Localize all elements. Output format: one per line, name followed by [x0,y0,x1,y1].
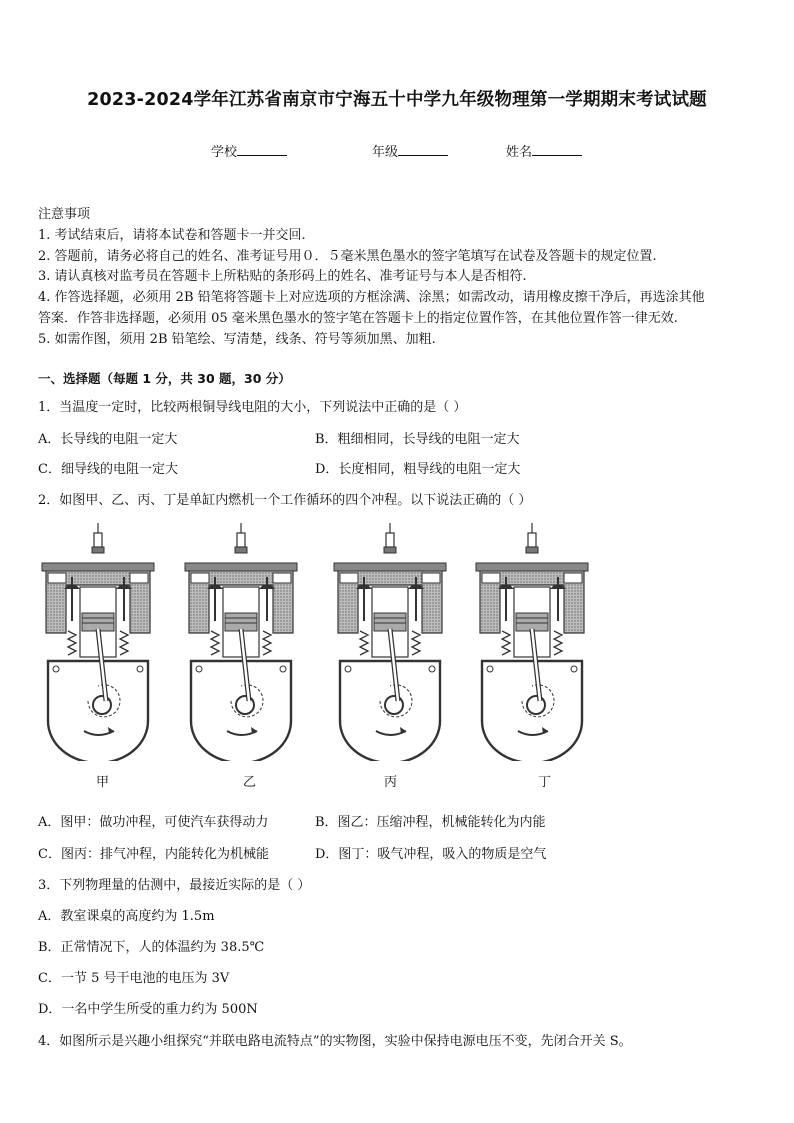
engine-label-ding: 丁 [538,775,552,790]
question-3-stem: 3．下列物理量的估测中，最接近实际的是（ ） [38,878,311,893]
grade-label: 年级 [372,145,399,160]
q3-option-b: B．正常情况下，人的体温约为 38.5℃ [38,940,265,955]
question-4-stem: 4．如图所示是兴趣小组探究“并联电路电流特点”的实物图，实验中保持电源电压不变，先闭合开关 S。 [38,1034,632,1049]
note-item: 答案．作答非选择题，必须用 05 毫米黑色墨水的签字笔在答题卡上的指定位置作答，在其他位置作答一律无效. [38,311,678,326]
note-item: 3. 请认真核对监考员在答题卡上所粘贴的条形码上的姓名、准考证号与本人是否相符. [38,269,527,284]
note-item: 2. 答题前，请务必将自己的姓名、准考证号用０．５毫米黑色墨水的签字笔填写在试卷及答题卡的规定位置. [38,249,657,264]
school-label: 学校 [211,145,238,160]
engine-label-yi: 乙 [243,775,257,790]
q2-option-a: A．图甲：做功冲程，可使汽车获得动力 [38,815,269,830]
q2-option-d: D．图丁：吸气冲程，吸入的物质是空气 [315,847,547,862]
engine-label-bing: 丙 [384,775,398,790]
q2-option-b: B．图乙：压缩冲程，机械能转化为内能 [315,815,546,830]
note-item: 1. 考试结束后，请将本试卷和答题卡一并交回. [38,228,306,243]
grade-field [372,141,448,160]
q3-option-c: C．一节 5 号干电池的电压为 3V [38,971,230,986]
q1-option-b: B．粗细相同，长导线的电阻一定大 [315,432,520,447]
name-label: 姓名 [506,145,533,160]
question-2-stem: 2．如图甲、乙、丙、丁是单缸内燃机一个工作循环的四个冲程。以下说法正确的（ ） [38,493,532,508]
note-item: 5. 如需作图，须用 2B 铅笔绘、写清楚，线条、符号等须加黑、加粗. [38,332,436,347]
q1-option-d: D．长度相同，粗导线的电阻一定大 [315,462,521,477]
name-blank [532,143,582,156]
grade-blank [398,143,448,156]
q1-option-c: C．细导线的电阻一定大 [38,462,178,477]
engine-label-jia: 甲 [96,775,110,790]
name-field [506,141,582,160]
question-1-stem: 1．当温度一定时，比较两根铜导线电阻的大小，下列说法中正确的是（ ） [38,400,467,415]
q3-option-d: D．一名中学生所受的重力约为 500N [38,1002,258,1017]
notes-heading: 注意事项 [38,207,91,222]
engine-strokes-figure [38,521,598,761]
q2-option-c: C．图丙：排气冲程，内能转化为机械能 [38,847,269,862]
school-field [211,141,287,160]
page-title: 2023-2024学年江苏省南京市宁海五十中学九年级物理第一学期期末考试试题 [87,90,707,110]
section-heading: 一、选择题（每题 1 分，共 30 题，30 分） [38,371,291,386]
q1-option-a: A．长导线的电阻一定大 [38,432,178,447]
school-blank [237,143,287,156]
note-item: 4. 作答选择题，必须用 2B 铅笔将答题卡上对应选项的方框涂满、涂黑；如需改动，请用橡皮擦干净后，再选涂其他 [38,290,705,305]
q3-option-a: A．教室课桌的高度约为 1.5m [38,909,215,924]
